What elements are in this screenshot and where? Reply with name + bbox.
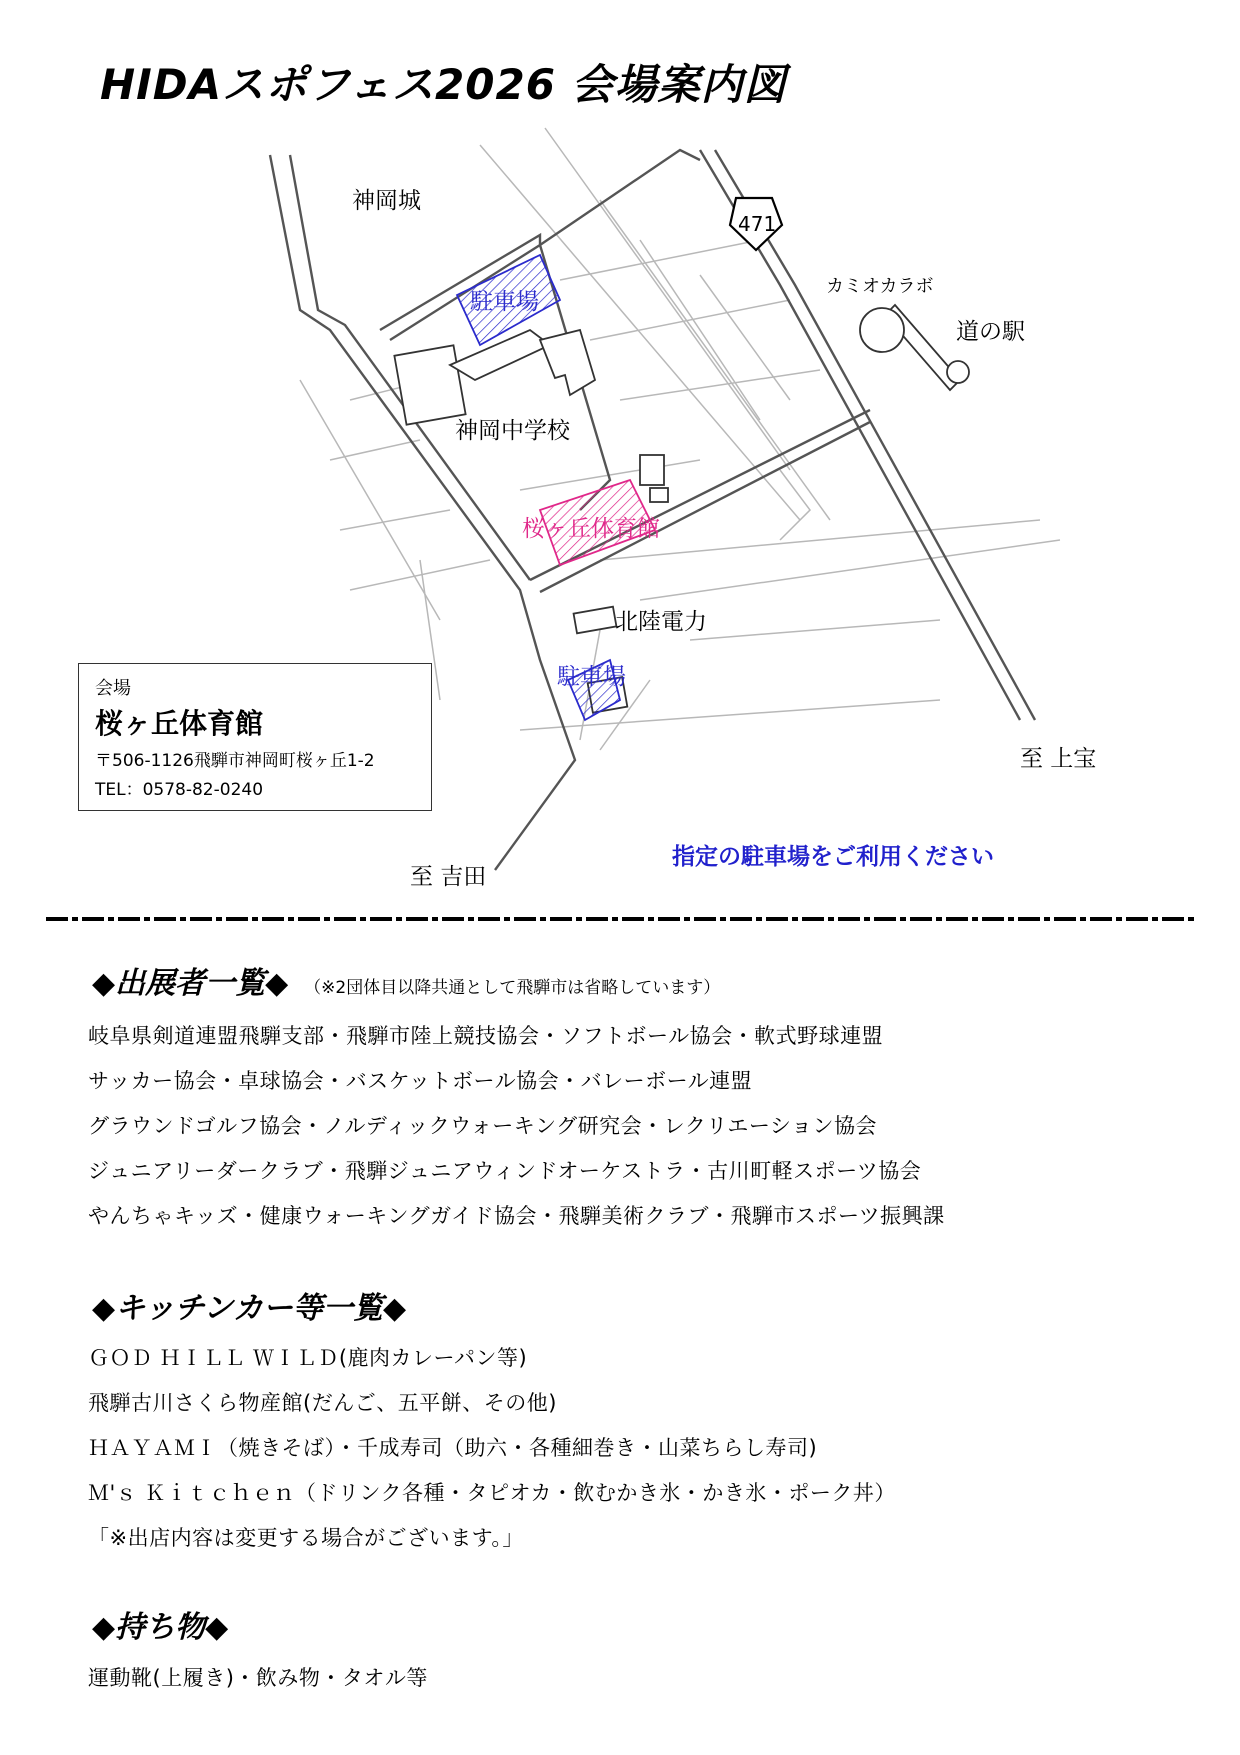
- parking-north-label: 駐車場: [470, 289, 539, 315]
- kitchen-note: 「※出店内容は変更する場合がございます。」: [88, 1526, 524, 1550]
- gym-label: 桜ヶ丘体育館: [522, 516, 660, 542]
- venue-caption: 会場: [95, 678, 131, 699]
- parking-south-label: 駐車場: [557, 664, 626, 690]
- to-yoshida-label: 至 吉田: [410, 864, 487, 890]
- kitchen-line: Ｍ'ｓ Ｋｉｔｃｈｅｎ（ドリンク各種・タピオカ・飲むかき氷・かき氷・ポーク丼）: [88, 1481, 896, 1505]
- section-divider: [46, 916, 1196, 922]
- castle-label: 神岡城: [352, 188, 421, 214]
- page-title: HIDAスポフェス2026 会場案内図: [100, 60, 787, 109]
- venue-info-box: [78, 663, 432, 811]
- power-company-label: 北陸電力: [615, 609, 707, 635]
- minor-roads: [300, 128, 1060, 750]
- kitchen-line: ＧＯＤ ＨＩＬＬ ＷＩＬＤ(鹿肉カレーパン等): [88, 1346, 528, 1370]
- belongings-line: 運動靴(上履き)・飲み物・タオル等: [88, 1666, 428, 1690]
- to-kamitakara-label: 至 上宝: [1020, 746, 1097, 772]
- road-station-label: 道の駅: [956, 319, 1025, 345]
- kitchen-line: 飛騨古川さくら物産館(だんご、五平餅、その他): [88, 1391, 557, 1415]
- exhibitor-line: やんちゃキッズ・健康ウォーキングガイド協会・飛騨美術クラブ・飛騨市スポーツ振興課: [88, 1204, 945, 1228]
- exhibitors-heading-text: ◆出展者一覧◆: [92, 966, 289, 1001]
- parking-note: 指定の駐車場をご利用ください: [672, 844, 994, 870]
- venue-address: 〒506-1126飛騨市神岡町桜ヶ丘1-2: [95, 751, 375, 771]
- route-number: 471: [738, 212, 777, 236]
- school-label: 神岡中学校: [455, 418, 570, 444]
- belongings-heading: ◆持ち物◆: [92, 1610, 229, 1645]
- venue-tel: TEL：0578-82-0240: [95, 780, 264, 800]
- exhibitor-line: サッカー協会・卓球協会・バスケットボール協会・バレーボール連盟: [88, 1069, 753, 1093]
- exhibitor-line: ジュニアリーダークラブ・飛騨ジュニアウィンドオーケストラ・古川町軽スポーツ協会: [88, 1159, 922, 1183]
- kitchen-line: ＨＡＹＡＭＩ（焼きそば）・千成寿司（助六・各種細巻き・山菜ちらし寿司): [88, 1436, 818, 1460]
- venue-name: 桜ヶ丘体育館: [95, 707, 264, 740]
- exhibitors-heading: [92, 958, 720, 1002]
- kitchen-heading: ◆キッチンカー等一覧◆: [92, 1291, 407, 1326]
- buildings: [394, 305, 969, 713]
- exhibitor-line: グラウンドゴルフ協会・ノルディックウォーキング研究会・レクリエーション協会: [88, 1114, 877, 1138]
- kamioka-lab-label: カミオカラボ: [826, 276, 934, 297]
- exhibitor-line: 岐阜県剣道連盟飛騨支部・飛騨市陸上競技協会・ソフトボール協会・軟式野球連盟: [88, 1024, 884, 1048]
- exhibitors-note: （※2団体目以降共通として飛騨市は省略しています）: [304, 978, 721, 998]
